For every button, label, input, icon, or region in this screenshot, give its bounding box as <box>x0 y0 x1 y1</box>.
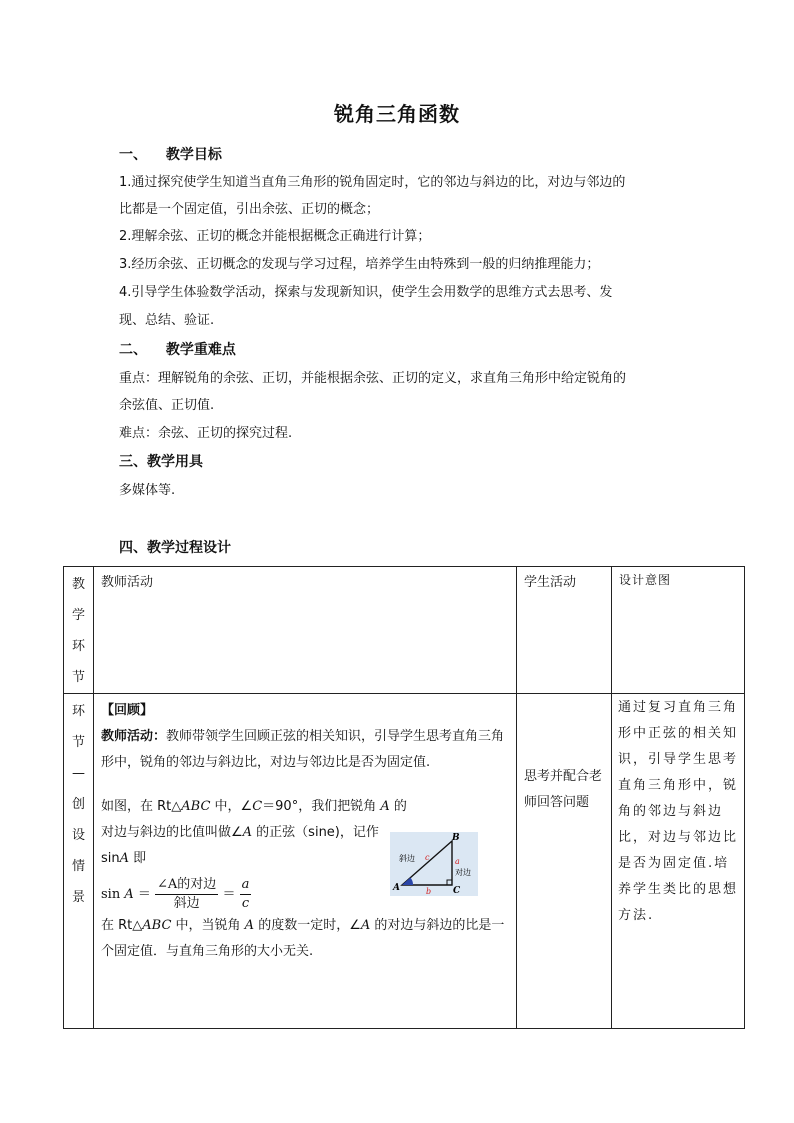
fraction-ac <box>240 876 252 913</box>
page-title: 锐角三角函数 <box>334 102 460 126</box>
math: A <box>380 799 390 814</box>
keypoint-line: 重点：理解锐角的余弦、正切，并能根据余弦、正切的定义，求直角三角形中给定锐角的 <box>119 371 627 386</box>
header-teacher: 教师活动 <box>94 567 517 694</box>
stage-char: 设 <box>71 828 85 843</box>
text: 的对边与斜边的比值叫做∠ <box>101 799 407 840</box>
tools-line: 多媒体等. <box>119 483 176 498</box>
math: A <box>360 918 371 933</box>
design-intent-cell: 通过复习直角三角形中正弦的相关知识，引导学生思考直角三角形中，锐角的邻边与斜边比，对边与邻边比是否为固定值.培养学生类比的思想方法. <box>612 694 745 1029</box>
opposite-label: 对边 <box>455 868 471 877</box>
keypoint-line: 难点：余弦、正切的探究过程. <box>119 426 293 441</box>
text: 的正弦（sine)，记作 sin <box>101 825 379 866</box>
math: A <box>242 825 253 840</box>
section-title: 教学目标 <box>165 147 222 163</box>
math: ABC <box>181 799 211 814</box>
goal-line: 现、总结、验证. <box>119 313 215 328</box>
figure-background <box>390 832 478 896</box>
stage-char: 学 <box>71 608 85 623</box>
text: ＝90°，我们把锐角 <box>262 799 381 814</box>
section-heading-goals <box>119 144 222 164</box>
goal-line: 2.理解余弦、正切的概念并能根据概念正确进行计算； <box>119 229 431 244</box>
formula-sin: sin <box>101 887 121 902</box>
teacher-activity-cell <box>94 694 517 1029</box>
text: 中，当锐角 <box>171 918 245 933</box>
side-a-label: a <box>455 857 460 866</box>
definition-paragraph <box>101 794 411 872</box>
stage-char: 环 <box>71 704 85 719</box>
stage-char: 景 <box>71 890 85 905</box>
fraction-numerator: ∠A的对边 <box>155 876 218 895</box>
header-student: 学生活动 <box>517 567 612 694</box>
formula-A: A <box>124 887 134 902</box>
fraction-numerator: a <box>240 876 252 895</box>
text: 如图，在 Rt△ <box>101 799 182 814</box>
text: 的度数一定时，∠ <box>254 918 361 933</box>
teacher-paragraph <box>101 724 509 776</box>
vertex-b-label: B <box>452 833 460 843</box>
section-number: 二、 <box>119 342 147 358</box>
header-stage <box>64 567 94 694</box>
goal-line: 4.引导学生体验数学活动，探索与发现新知识，使学生会用数学的思维方式去思考、发 <box>119 285 613 300</box>
goal-line: 比都是一个固定值，引出余弦、正切的概念； <box>119 202 380 217</box>
stage-char: — <box>72 766 85 781</box>
teacher-text: 教师带领学生回顾正弦的相关知识，引导学生思考直角三角形中，锐角的邻边与斜边比，对边与邻边比是否为固定值. <box>101 729 505 770</box>
goal-line: 1.通过探究使学生知道当直角三角形的锐角固定时，它的邻边与斜边的比，对边与邻边的 <box>119 175 626 190</box>
table-row <box>64 694 745 1029</box>
section-heading-process: 四、教学过程设计 <box>119 540 231 556</box>
section-heading-keypoints <box>119 339 236 359</box>
table-header-row <box>64 567 745 694</box>
student-activity-cell: 思考并配合老师回答问题 <box>517 694 612 1029</box>
side-c-label: c <box>425 853 430 862</box>
keypoint-line: 余弦值、正切值. <box>119 398 215 413</box>
right-triangle-figure <box>390 832 478 896</box>
text: 在 Rt△ <box>101 918 143 933</box>
stage-char: 情 <box>71 859 85 874</box>
fraction-ratio <box>155 876 218 913</box>
stage-char: 创 <box>71 797 85 812</box>
header-design: 设计意图 <box>612 567 745 694</box>
section-number: 一、 <box>119 147 147 163</box>
section-heading-tools: 三、教学用具 <box>119 454 203 470</box>
math: A <box>119 851 130 866</box>
stage-char: 节 <box>71 735 85 750</box>
row-stage <box>64 694 94 1029</box>
vertex-a-label: A <box>393 883 400 893</box>
stage-char: 节 <box>71 670 85 685</box>
teacher-label: 教师活动： <box>101 729 167 744</box>
process-table <box>63 566 745 1029</box>
stage-char: 教 <box>71 577 85 592</box>
stage-char: 环 <box>71 639 85 654</box>
formula-eq: ＝ <box>137 887 151 902</box>
text: 即 <box>129 851 147 866</box>
math: C <box>252 799 263 814</box>
section-title: 教学重难点 <box>165 342 236 358</box>
vertex-c-label: C <box>453 886 461 896</box>
fraction-denominator: 斜边 <box>173 896 200 911</box>
text: 的对边与斜边的比是一个固定值．与直角三角形的大小无关. <box>101 918 505 959</box>
hypotenuse-label: 斜边 <box>399 854 415 863</box>
fraction-denominator: c <box>241 896 250 911</box>
text: 中，∠ <box>210 799 253 814</box>
math: ABC <box>142 918 172 933</box>
conclusion-paragraph <box>101 913 509 965</box>
side-b-label: b <box>426 887 432 896</box>
goal-line: 3.经历余弦、正切概念的发现与学习过程，培养学生由特殊到一般的归纳推理能力； <box>119 257 600 272</box>
review-tag: 【回顾】 <box>101 703 154 718</box>
math: A <box>244 918 255 933</box>
formula-eq: ＝ <box>222 887 236 902</box>
